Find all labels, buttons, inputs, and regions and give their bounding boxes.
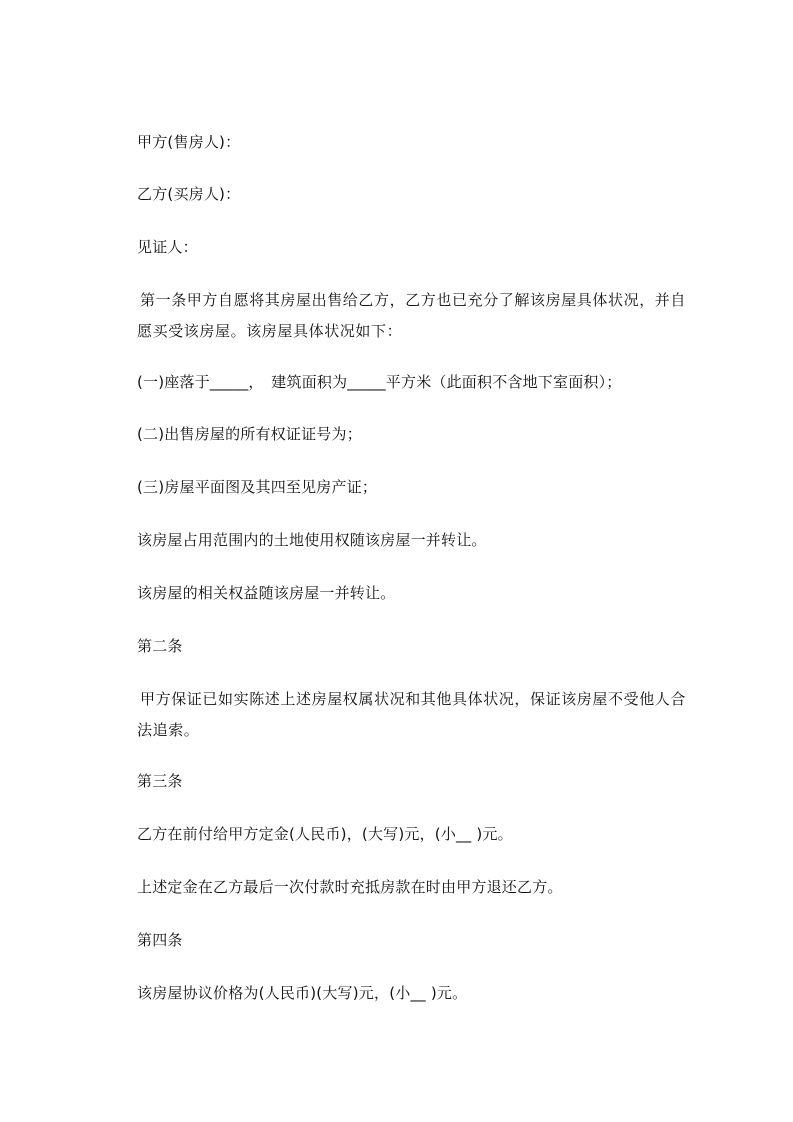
article-2-paragraph xyxy=(137,684,688,746)
deposit-offset-line: 上述定金在乙方最后一次付款时充抵房款在时由甲方退还乙方。 xyxy=(137,878,563,896)
party-b-line: 乙方(买房人)： xyxy=(137,185,241,203)
article-2-line-1: 甲方保证已如实陈述上述房屋权属状况和其他具体状况，保证该房屋不受他人合 xyxy=(140,690,687,708)
article-1-line-1: 第一条甲方自愿将其房屋出售给乙方，乙方也已充分了解该房屋具体状况，并自 xyxy=(140,291,687,309)
price-line: 该房屋协议价格为(人民币)(大写)元，(小__ )元。 xyxy=(137,984,468,1002)
article-1-paragraph xyxy=(137,285,688,347)
item-2-certificate-number: (二)出售房屋的所有权证证号为； xyxy=(137,425,362,443)
article-1-line-2: 愿买受该房屋。该房屋具体状况如下： xyxy=(137,322,403,340)
deposit-line: 乙方在前付给甲方定金(人民币)，(大写)元，(小__ )元。 xyxy=(137,825,513,843)
item-1-location-area: (一)座落于_____， 建筑面积为_____平方米（此面积不含地下室面积）； xyxy=(137,373,622,391)
article-2-line-2: 法追索。 xyxy=(137,721,200,739)
article-2-heading: 第二条 xyxy=(137,637,183,655)
witness-line: 见证人： xyxy=(137,238,198,256)
item-3-floor-plan: (三)房屋平面图及其四至见房产证； xyxy=(137,478,378,496)
land-use-right-line: 该房屋占用范围内的土地使用权随该房屋一并转让。 xyxy=(137,531,487,549)
article-3-heading: 第三条 xyxy=(137,772,183,790)
article-4-heading: 第四条 xyxy=(137,931,183,949)
party-a-line: 甲方(售房人)： xyxy=(137,133,241,151)
related-rights-line: 该房屋的相关权益随该房屋一并转让。 xyxy=(137,584,396,602)
